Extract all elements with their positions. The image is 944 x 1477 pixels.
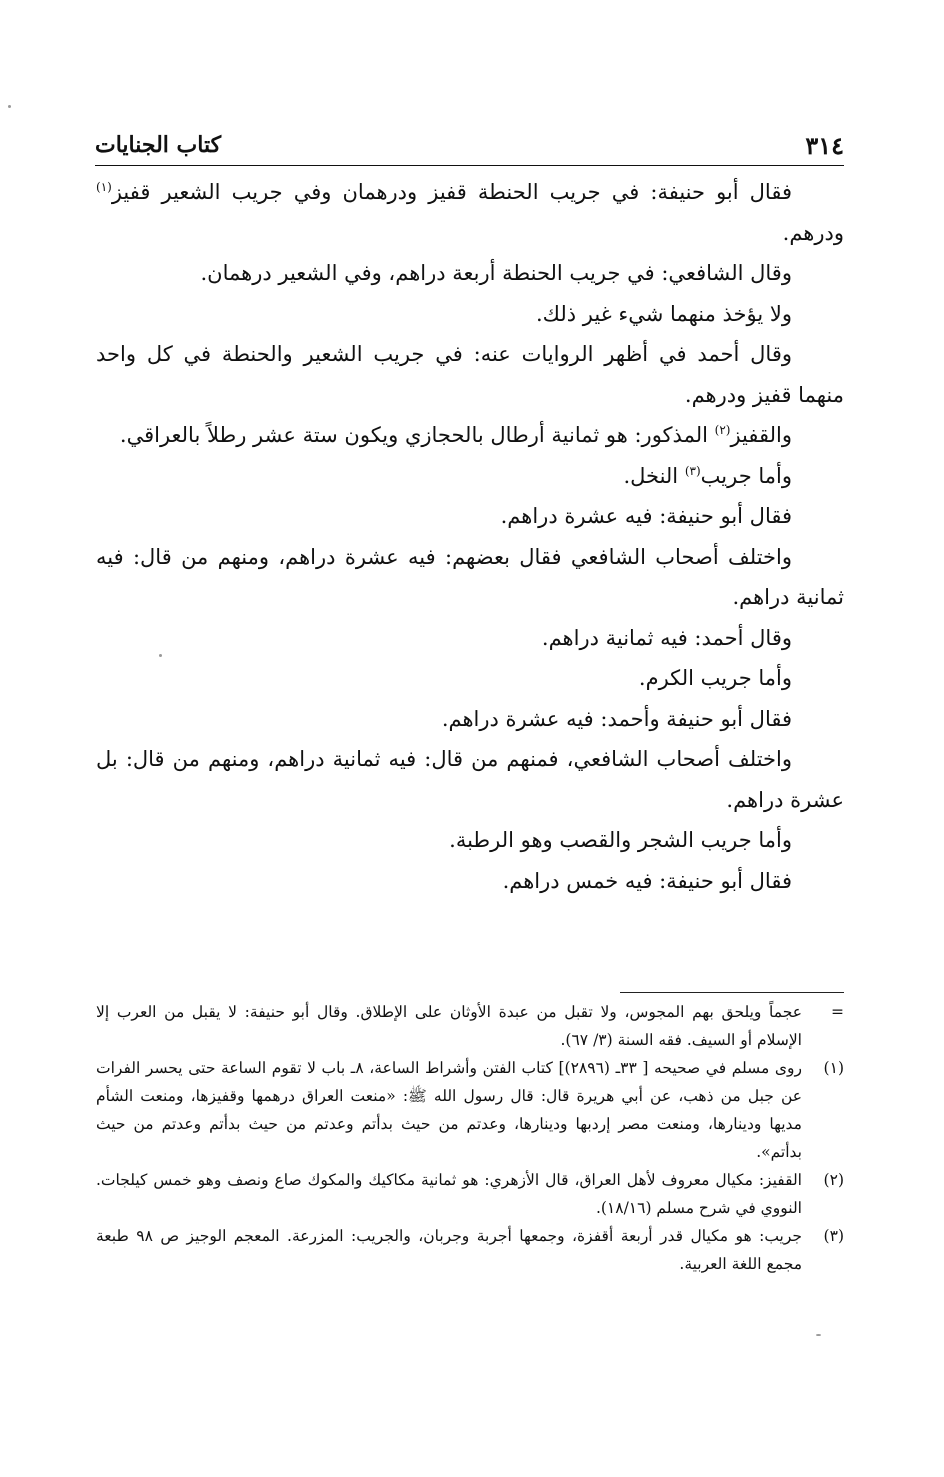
main-text — [96, 172, 844, 901]
paragraph: واختلف أصحاب الشافعي، فمنهم من قال: فيه ثمانية دراهم، ومنهم من قال: بل عشرة دراهم. — [96, 747, 844, 812]
footnote-mark: (١) — [823, 1059, 844, 1077]
footnote-text: القفيز: مكيال معروف لأهل العراق، قال الأزهري: هو ثمانية مكاكيك والمكوك صاع ونصف وهو خمس كيلجات. النووي في شرح مسلم (١٨/١٦). — [96, 1171, 802, 1217]
page-number: ٣١٤ — [805, 130, 844, 160]
header-divider — [95, 165, 844, 166]
paragraph: فقال أبو حنيفة: فيه خمس دراهم. — [502, 868, 792, 893]
page-header — [95, 124, 844, 166]
paragraph: وأما جريب الكرم. — [638, 666, 792, 690]
footnote-ref: (٣) — [684, 463, 701, 478]
paragraph: وقال أحمد: فيه ثمانية دراهم. — [541, 625, 792, 650]
footnote-ref: (٢) — [714, 423, 731, 437]
footnote-text: روى مسلم في صحيحه [ ٣٣ـ (٢٨٩٦)] كتاب الفتن وأشراط الساعة، ٨ـ باب لا تقوم الساعة حتى يحسر الفرات عن جبل من ذهب، عن أبي هريرة قال: قال رسول الله ﷺ: «منعت العراق درهمها وقفيزها، ومنعت الشأم مديها ودينارها، ومنعت مصر إردبها ودينارها، وعدتم من حيث بدأتم وعدتم من حيث بدأتم وعدتم من حيث بدأتم». — [96, 1059, 803, 1161]
footnote — [96, 998, 844, 1054]
scan-speck — [816, 1334, 821, 1336]
paragraph: واختلف أصحاب الشافعي فقال بعضهم: فيه عشرة دراهم، ومنهم من قال: فيه ثمانية دراهم. — [96, 544, 844, 609]
paragraph: وقال الشافعي: في جريب الحنطة أربعة دراهم، وفي الشعير درهمان. — [200, 261, 792, 285]
footnote-mark: (٣) — [823, 1227, 844, 1245]
paragraph: وأما جريب الشجر والقصب وهو الرطبة. — [449, 828, 792, 852]
paragraph: وأما جريب$^{(٣)}$ النخل. — [623, 463, 792, 488]
footnote-text: عجماً ويلحق بهم المجوس، ولا تقبل من عبدة الأوثان على الإطلاق. وقال أبو حنيفة: لا يقبل من العرب إلا الإسلام أو السيف. فقه السنة (٣/ ٦٧). — [96, 1003, 802, 1049]
footnote-divider — [620, 992, 844, 993]
footnotes — [96, 998, 844, 1278]
footnote — [96, 1222, 844, 1278]
footnote-ref: (١) — [96, 180, 112, 194]
footnote-mark: = — [831, 1003, 844, 1021]
scan-speck — [159, 654, 162, 657]
paragraph: فقال أبو حنيفة: في جريب الحنطة قفيز ودرهمان وفي جريب الشعير قفيز$^{(١)}$ ودرهم. — [96, 180, 844, 245]
paragraph: فقال أبو حنيفة وأحمد: فيه عشرة دراهم. — [441, 706, 792, 731]
running-title: كتاب الجنايات — [95, 132, 222, 158]
footnote — [96, 1166, 844, 1222]
paragraph: ولا يؤخذ منهما شيء غير ذلك. — [536, 301, 792, 326]
footnote — [96, 1054, 844, 1166]
scan-speck — [8, 105, 11, 108]
paragraph: والقفيز$^{(٢)}$ المذكور: هو ثمانية أرطال بالحجازي ويكون ستة عشر رطلاً بالعراقي. — [119, 423, 792, 447]
footnote-mark: (٢) — [823, 1171, 844, 1189]
paragraph: فقال أبو حنيفة: فيه عشرة دراهم. — [500, 504, 792, 528]
footnote-text: جريب: هو مكيال قدر أربعة أقفزة، وجمعها أجربة وجربان، والجريب: المزرعة. المعجم الوجيز ص ٩٨ طبعة مجمع اللغة العربية. — [96, 1227, 802, 1273]
paragraph: وقال أحمد في أظهر الروايات عنه: في جريب الشعير والحنطة في كل واحد منهما قفيز ودرهم. — [96, 342, 844, 407]
